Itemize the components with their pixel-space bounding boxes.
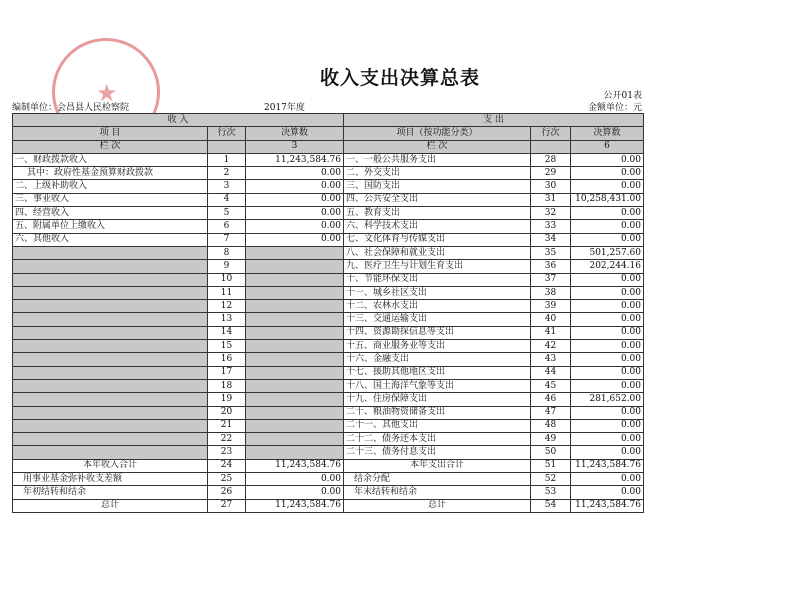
line-no: 49 bbox=[531, 433, 571, 446]
expense-item: 十、节能环保支出 bbox=[344, 273, 531, 286]
line-no: 20 bbox=[208, 406, 246, 419]
income-item bbox=[13, 286, 208, 299]
line-no: 45 bbox=[531, 379, 571, 392]
line-no: 23 bbox=[208, 446, 246, 459]
expense-item: 十八、国土海洋气象等支出 bbox=[344, 379, 531, 392]
expense-item: 三、国防支出 bbox=[344, 180, 531, 193]
table-row bbox=[13, 180, 644, 193]
expense-amount: 0.00 bbox=[571, 366, 644, 379]
income-amount bbox=[246, 353, 344, 366]
income-amount bbox=[246, 273, 344, 286]
grand-total-label: 总计 bbox=[344, 499, 531, 512]
line-no: 46 bbox=[531, 393, 571, 406]
grand-total-label: 总计 bbox=[13, 499, 208, 512]
expense-amount: 0.00 bbox=[571, 406, 644, 419]
col-label: 栏 次 bbox=[13, 140, 208, 153]
income-item: 其中：政府性基金预算财政拨款 bbox=[13, 167, 208, 180]
table-row bbox=[13, 393, 644, 406]
table-row bbox=[13, 406, 644, 419]
carry-in-label: 年初结转和结余 bbox=[13, 486, 208, 499]
line-no: 43 bbox=[531, 353, 571, 366]
expense-amount: 0.00 bbox=[571, 313, 644, 326]
income-amount: 0.00 bbox=[246, 180, 344, 193]
income-amount: 0.00 bbox=[246, 193, 344, 206]
table-row bbox=[13, 233, 644, 246]
line-no: 5 bbox=[208, 207, 246, 220]
income-item bbox=[13, 366, 208, 379]
item-header: 项 目 bbox=[13, 127, 208, 140]
expense-total-label: 本年支出合计 bbox=[344, 459, 531, 472]
line-no: 26 bbox=[208, 486, 246, 499]
income-amount bbox=[246, 446, 344, 459]
page-title: 收入支出决算总表 bbox=[319, 67, 480, 89]
line-no: 11 bbox=[208, 286, 246, 299]
unit-name: 会昌县人民检察院 bbox=[57, 103, 130, 113]
expense-item: 十九、住房保障支出 bbox=[344, 393, 531, 406]
line-no: 14 bbox=[208, 326, 246, 339]
income-item bbox=[13, 419, 208, 432]
income-amount bbox=[246, 326, 344, 339]
expense-item: 十五、商业服务业等支出 bbox=[344, 340, 531, 353]
expense-amount: 501,257.60 bbox=[571, 246, 644, 259]
expense-amount: 0.00 bbox=[571, 419, 644, 432]
table-row bbox=[13, 300, 644, 313]
expense-header: 支 出 bbox=[344, 114, 644, 127]
income-amount: 0.00 bbox=[246, 233, 344, 246]
income-amount bbox=[246, 260, 344, 273]
line-no: 44 bbox=[531, 366, 571, 379]
expense-amount: 0.00 bbox=[571, 326, 644, 339]
line-no: 50 bbox=[531, 446, 571, 459]
line-no: 48 bbox=[531, 419, 571, 432]
table-row bbox=[13, 419, 644, 432]
column-index-row bbox=[13, 140, 644, 153]
row-no-header: 行次 bbox=[531, 127, 571, 140]
expense-item: 二十一、其他支出 bbox=[344, 419, 531, 432]
expense-amount: 10,258,431.00 bbox=[571, 193, 644, 206]
income-header: 收 入 bbox=[13, 114, 344, 127]
line-no: 28 bbox=[531, 153, 571, 166]
final-accounts-table bbox=[12, 113, 644, 513]
expense-item: 二十三、债务付息支出 bbox=[344, 446, 531, 459]
expense-amount: 0.00 bbox=[571, 153, 644, 166]
income-amount bbox=[246, 419, 344, 432]
income-item bbox=[13, 340, 208, 353]
expense-item: 一、一般公共服务支出 bbox=[344, 153, 531, 166]
row-no-header: 行次 bbox=[208, 127, 246, 140]
line-no: 30 bbox=[531, 180, 571, 193]
line-no: 2 bbox=[208, 167, 246, 180]
expense-item: 十四、资源勘探信息等支出 bbox=[344, 326, 531, 339]
expense-amount: 0.00 bbox=[571, 379, 644, 392]
income-item bbox=[13, 393, 208, 406]
col-label: 栏 次 bbox=[344, 140, 531, 153]
carry-out-amount: 0.00 bbox=[571, 486, 644, 499]
expense-amount: 0.00 bbox=[571, 220, 644, 233]
expense-amount: 0.00 bbox=[571, 446, 644, 459]
line-no: 40 bbox=[531, 313, 571, 326]
income-item: 六、其他收入 bbox=[13, 233, 208, 246]
line-no: 38 bbox=[531, 286, 571, 299]
table-row bbox=[13, 260, 644, 273]
income-total-label: 本年收入合计 bbox=[13, 459, 208, 472]
line-no: 22 bbox=[208, 433, 246, 446]
income-item: 四、经营收入 bbox=[13, 207, 208, 220]
expense-amount: 0.00 bbox=[571, 180, 644, 193]
expense-item: 九、医疗卫生与计划生育支出 bbox=[344, 260, 531, 273]
expense-item: 二十二、债务还本支出 bbox=[344, 433, 531, 446]
expense-amount: 202,244.16 bbox=[571, 260, 644, 273]
fiscal-year: 2017年度 bbox=[264, 103, 305, 113]
line-no: 25 bbox=[208, 473, 246, 486]
expense-amount: 0.00 bbox=[571, 167, 644, 180]
income-amount: 0.00 bbox=[246, 167, 344, 180]
income-amount bbox=[246, 313, 344, 326]
amount-header: 决算数 bbox=[571, 127, 644, 140]
line-no: 47 bbox=[531, 406, 571, 419]
line-no: 12 bbox=[208, 300, 246, 313]
expense-amount: 281,652.00 bbox=[571, 393, 644, 406]
income-amount: 0.00 bbox=[246, 207, 344, 220]
expense-item: 六、科学技术支出 bbox=[344, 220, 531, 233]
expense-amount: 0.00 bbox=[571, 340, 644, 353]
table-row bbox=[13, 246, 644, 259]
income-item: 二、上级补助收入 bbox=[13, 180, 208, 193]
blank-cell bbox=[208, 140, 246, 153]
expense-amount: 0.00 bbox=[571, 300, 644, 313]
grand-income-amount: 11,243,584.76 bbox=[246, 499, 344, 512]
line-no: 32 bbox=[531, 207, 571, 220]
carry-out-label: 年末结转和结余 bbox=[344, 486, 531, 499]
table-row bbox=[13, 340, 644, 353]
expense-item: 二、外交支出 bbox=[344, 167, 531, 180]
star-icon: ★ bbox=[96, 79, 118, 107]
fund-amount: 0.00 bbox=[246, 473, 344, 486]
expense-item: 八、社会保障和就业支出 bbox=[344, 246, 531, 259]
expense-item: 二十、粮油物资储备支出 bbox=[344, 406, 531, 419]
alloc-label: 结余分配 bbox=[344, 473, 531, 486]
income-amount bbox=[246, 433, 344, 446]
expense-item: 十一、城乡社区支出 bbox=[344, 286, 531, 299]
line-no: 13 bbox=[208, 313, 246, 326]
income-item: 三、事业收入 bbox=[13, 193, 208, 206]
table-row bbox=[13, 167, 644, 180]
income-amount bbox=[246, 300, 344, 313]
income-item bbox=[13, 326, 208, 339]
line-no: 19 bbox=[208, 393, 246, 406]
income-amount: 0.00 bbox=[246, 220, 344, 233]
income-amount bbox=[246, 366, 344, 379]
income-item bbox=[13, 379, 208, 392]
table-row bbox=[13, 473, 644, 486]
line-no: 24 bbox=[208, 459, 246, 472]
table-row bbox=[13, 193, 644, 206]
expense-item: 十三、交通运输支出 bbox=[344, 313, 531, 326]
income-item bbox=[13, 300, 208, 313]
expense-amount: 0.00 bbox=[571, 433, 644, 446]
blank-cell bbox=[531, 140, 571, 153]
line-no: 10 bbox=[208, 273, 246, 286]
line-no: 6 bbox=[208, 220, 246, 233]
alloc-amount: 0.00 bbox=[571, 473, 644, 486]
table-row bbox=[13, 379, 644, 392]
table-row bbox=[13, 433, 644, 446]
expense-item: 四、公共安全支出 bbox=[344, 193, 531, 206]
income-amount bbox=[246, 393, 344, 406]
income-item bbox=[13, 260, 208, 273]
expense-item: 十六、金融支出 bbox=[344, 353, 531, 366]
income-item bbox=[13, 446, 208, 459]
table-row bbox=[13, 486, 644, 499]
currency-unit: 金额单位：元 bbox=[587, 103, 642, 113]
line-no: 37 bbox=[531, 273, 571, 286]
line-no: 39 bbox=[531, 300, 571, 313]
line-no: 35 bbox=[531, 246, 571, 259]
table-row bbox=[13, 273, 644, 286]
income-item: 五、附属单位上缴收入 bbox=[13, 220, 208, 233]
line-no: 52 bbox=[531, 473, 571, 486]
table-row bbox=[13, 207, 644, 220]
col-index-3: 3 bbox=[246, 140, 344, 153]
income-amount bbox=[246, 286, 344, 299]
income-item bbox=[13, 273, 208, 286]
line-no: 41 bbox=[531, 326, 571, 339]
income-amount bbox=[246, 246, 344, 259]
income-item: 一、财政拨款收入 bbox=[13, 153, 208, 166]
expense-amount: 0.00 bbox=[571, 207, 644, 220]
unit-label: 编制单位：会昌县人民检察院 bbox=[12, 103, 130, 113]
line-no: 4 bbox=[208, 193, 246, 206]
expense-amount: 0.00 bbox=[571, 353, 644, 366]
grand-total-row bbox=[13, 499, 644, 512]
table-row bbox=[13, 326, 644, 339]
line-no: 51 bbox=[531, 459, 571, 472]
line-no: 34 bbox=[531, 233, 571, 246]
line-no: 36 bbox=[531, 260, 571, 273]
expense-item: 五、教育支出 bbox=[344, 207, 531, 220]
income-amount bbox=[246, 340, 344, 353]
income-amount bbox=[246, 379, 344, 392]
income-amount: 11,243,584.76 bbox=[246, 153, 344, 166]
line-no: 16 bbox=[208, 353, 246, 366]
total-row bbox=[13, 459, 644, 472]
line-no: 1 bbox=[208, 153, 246, 166]
expense-total-amount: 11,243,584.76 bbox=[571, 459, 644, 472]
amount-header: 决算数 bbox=[246, 127, 344, 140]
grand-expense-amount: 11,243,584.76 bbox=[571, 499, 644, 512]
income-item bbox=[13, 406, 208, 419]
expense-amount: 0.00 bbox=[571, 273, 644, 286]
line-no: 17 bbox=[208, 366, 246, 379]
expense-amount: 0.00 bbox=[571, 233, 644, 246]
table-row bbox=[13, 286, 644, 299]
line-no: 29 bbox=[531, 167, 571, 180]
fund-label: 用事业基金弥补收支差额 bbox=[13, 473, 208, 486]
line-no: 54 bbox=[531, 499, 571, 512]
line-no: 9 bbox=[208, 260, 246, 273]
carry-in-amount: 0.00 bbox=[246, 486, 344, 499]
line-no: 18 bbox=[208, 379, 246, 392]
table-row bbox=[13, 153, 644, 166]
income-item bbox=[13, 246, 208, 259]
line-no: 42 bbox=[531, 340, 571, 353]
expense-item: 十二、农林水支出 bbox=[344, 300, 531, 313]
expense-amount: 0.00 bbox=[571, 286, 644, 299]
table-row bbox=[13, 366, 644, 379]
income-total-amount: 11,243,584.76 bbox=[246, 459, 344, 472]
line-no: 21 bbox=[208, 419, 246, 432]
column-header-row bbox=[13, 127, 644, 140]
expense-item: 十七、援助其他地区支出 bbox=[344, 366, 531, 379]
income-item bbox=[13, 353, 208, 366]
item-func-header: 项目（按功能分类） bbox=[344, 127, 531, 140]
line-no: 33 bbox=[531, 220, 571, 233]
table-row bbox=[13, 446, 644, 459]
table-row bbox=[13, 353, 644, 366]
income-amount bbox=[246, 406, 344, 419]
table-row bbox=[13, 220, 644, 233]
income-item bbox=[13, 433, 208, 446]
table-row bbox=[13, 313, 644, 326]
line-no: 15 bbox=[208, 340, 246, 353]
line-no: 53 bbox=[531, 486, 571, 499]
line-no: 27 bbox=[208, 499, 246, 512]
line-no: 31 bbox=[531, 193, 571, 206]
table-header-row bbox=[13, 114, 644, 127]
income-item bbox=[13, 313, 208, 326]
line-no: 8 bbox=[208, 246, 246, 259]
line-no: 7 bbox=[208, 233, 246, 246]
line-no: 3 bbox=[208, 180, 246, 193]
form-code: 公开01表 bbox=[603, 91, 642, 101]
col-index-6: 6 bbox=[571, 140, 644, 153]
expense-item: 七、文化体育与传媒支出 bbox=[344, 233, 531, 246]
